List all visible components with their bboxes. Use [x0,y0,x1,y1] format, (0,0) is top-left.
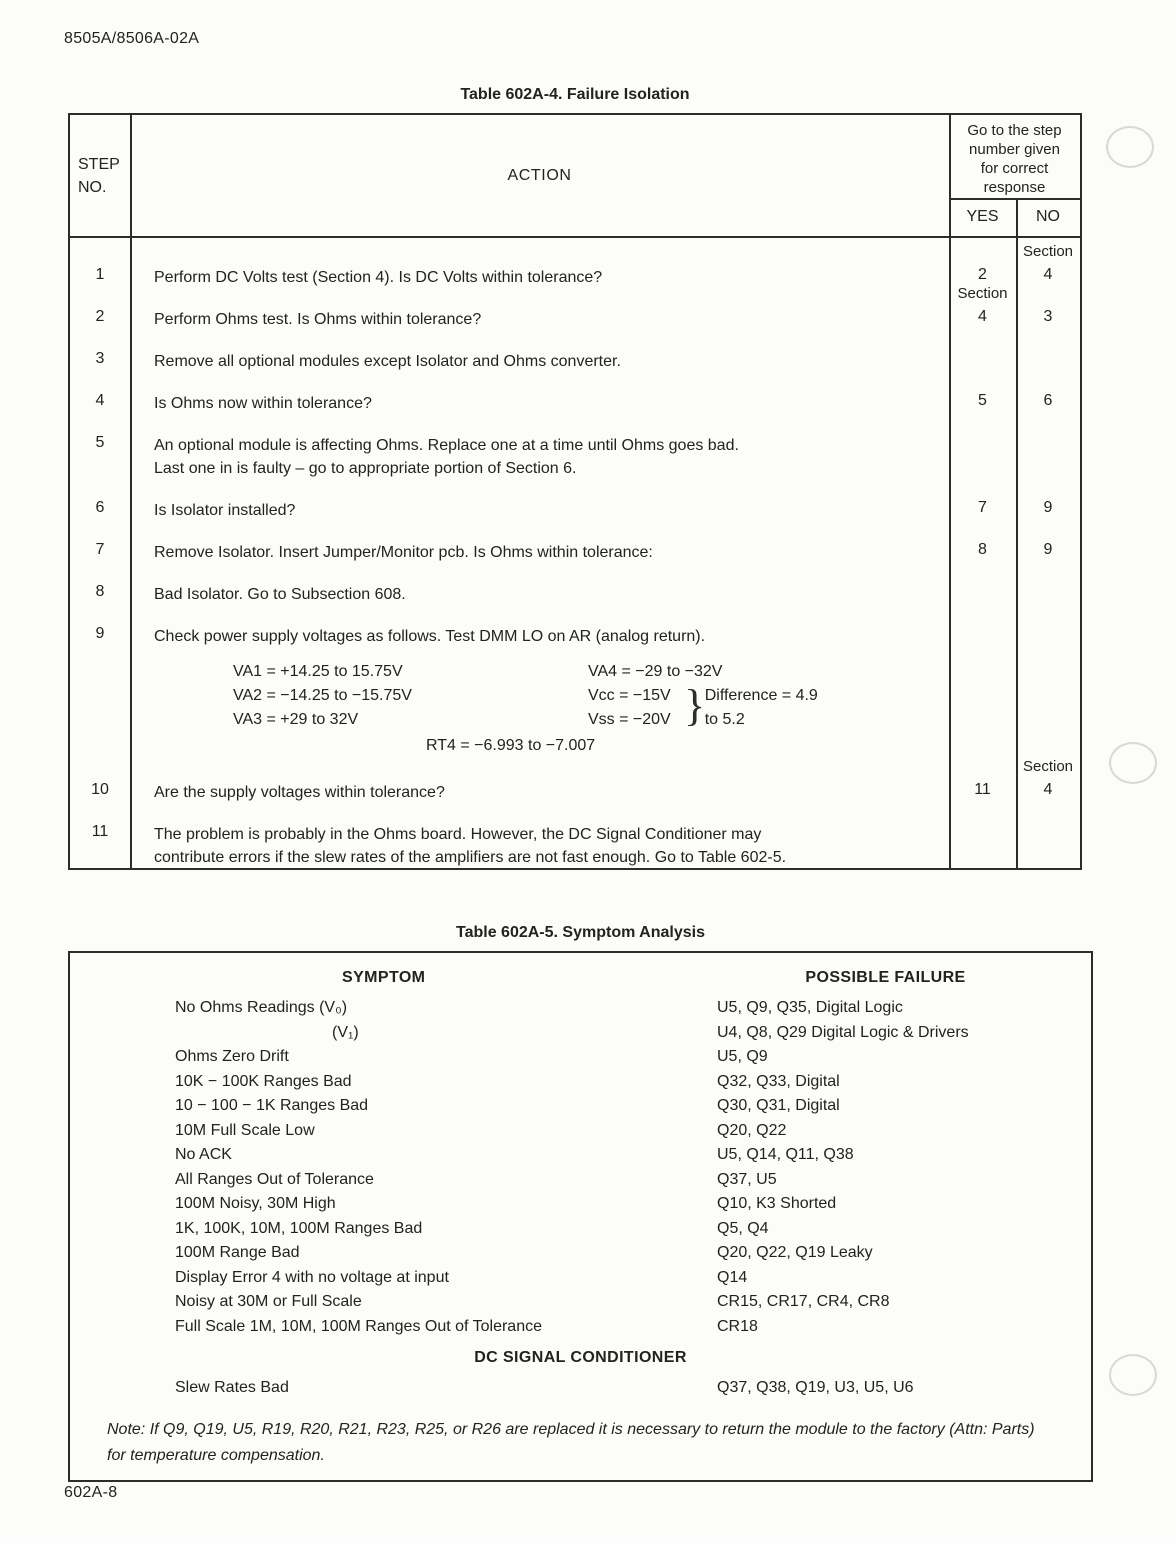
step-number: 11 [91,823,109,840]
column-header-symptom: SYMPTOM [342,969,426,986]
symptom-text: Slew Rates Bad [175,1379,289,1396]
failure-text: Q20, Q22, Q19 Leaky [717,1244,873,1261]
yes-cell [949,573,1016,615]
action-cell [130,615,949,771]
symptom-row [70,1192,1091,1217]
no-cell [1016,615,1080,771]
symptom-text: 100M Range Bad [175,1244,300,1261]
difference-note: to 5.2 [704,711,745,728]
failure-isolation-table-title: Table 602A-4. Failure Isolation [460,86,690,103]
symptom-row [70,1119,1091,1144]
action-text: Last one in is faulty – go to appropriate portion of Section 6. [154,460,577,477]
action-text: Is Isolator installed? [154,502,296,519]
document-number: 8505A/8506A-02A [64,30,200,47]
no-value: 4 [1043,266,1053,283]
failure-text: U5, Q9 [717,1048,768,1065]
no-cell [1016,531,1080,573]
symptom-text: No Ohms Readings (V₀) [175,999,348,1016]
yes-cell [949,424,1016,489]
failure-text: Q10, K3 Shorted [717,1195,837,1212]
voltage-line: VA2 = −14.25 to −15.75V [233,687,412,704]
yes-value: 11 [974,781,991,798]
no-cell [1016,382,1080,424]
failure-text: Q30, Q31, Digital [717,1097,840,1114]
symptom-text: Full Scale 1M, 10M, 100M Ranges Out of Tolerance [175,1317,542,1335]
step-number: 6 [95,499,105,516]
section-label: Section [1022,243,1074,260]
symptom-text: 10K − 100K Ranges Bad [175,1072,352,1090]
symptom-row [70,1376,1091,1401]
column-divider [130,115,132,868]
brace-glyph: } [684,681,706,730]
action-text: Is Ohms now within tolerance? [154,395,372,412]
yes-value: 5 [978,392,987,409]
no-cell [1016,340,1080,382]
punch-hole-mark [1109,742,1157,784]
symptom-row [70,1045,1091,1070]
symptom-analysis-table-title: Table 602A-5. Symptom Analysis [456,924,705,941]
action-cell [130,813,949,870]
step-number: 7 [95,541,105,558]
symptom-row [70,1290,1091,1315]
step-number: 9 [95,625,105,642]
symptom-row [70,1094,1091,1119]
failure-isolation-table [68,113,1082,870]
no-cell [1016,758,1080,813]
step-number: 4 [95,392,105,409]
symptom-text: (V₁) [332,1023,359,1041]
yes-cell [949,531,1016,573]
voltage-right-column [588,660,818,732]
symptom-analysis-table [68,951,1093,1482]
dc-signal-conditioner-subheader: DC SIGNAL CONDITIONER [474,1349,687,1366]
voltage-line: Vss = −20V to 5.2 [588,711,745,728]
difference-note: Difference = 4.9 [704,687,818,704]
action-text: An optional module is affecting Ohms. Replace one at a time until Ohms goes bad. [154,437,739,454]
yes-cell [949,382,1016,424]
no-value: 6 [1043,392,1053,409]
yes-value: 8 [978,541,987,558]
failure-text: U5, Q9, Q35, Digital Logic [717,999,903,1016]
yes-cell [949,340,1016,382]
symptom-row [70,1070,1091,1095]
step-number: 8 [95,583,105,600]
yes-cell [949,285,1016,340]
no-cell [1016,238,1080,298]
symptom-row [70,996,1091,1021]
symptom-text: 10M Full Scale Low [175,1121,315,1139]
action-cell [130,424,949,489]
symptom-rows [70,996,1091,1339]
symptom-text: No ACK [175,1146,232,1163]
symptom-row [70,1021,1091,1046]
failure-text: CR18 [717,1317,758,1335]
symptom-text: Noisy at 30M or Full Scale [175,1293,362,1310]
failure-text: Q20, Q22 [717,1121,787,1139]
failure-text: Q37, Q38, Q19, U3, U5, U6 [717,1379,914,1396]
symptom-text: Ohms Zero Drift [175,1048,289,1065]
step-number: 3 [95,350,105,367]
yes-cell [949,771,1016,813]
failure-text: Q37, U5 [717,1170,777,1188]
voltage-line: VA3 = +29 to 32V [233,711,359,728]
symptom-text: 100M Noisy, 30M High [175,1195,336,1212]
factory-return-note: Note: If Q9, Q19, U5, R19, R20, R21, R23, R25, or R26 are replaced it is necessary to return the module to the factory (Attn: Parts) for temperature compensation. [107,1420,1035,1464]
yes-value: 2 [978,266,987,283]
column-header-action: ACTION [130,115,949,238]
failure-text: CR15, CR17, CR4, CR8 [717,1293,890,1310]
step-number: 10 [91,781,109,798]
yes-cell [949,489,1016,531]
symptom-row [70,1315,1091,1340]
step-number: 1 [95,266,105,283]
symptom-text: Display Error 4 with no voltage at input [175,1268,449,1286]
symptom-row [70,1143,1091,1168]
no-value: 9 [1043,499,1053,516]
no-cell [1016,813,1080,870]
symptom-row [70,1241,1091,1266]
symptom-row [70,1266,1091,1291]
punch-hole-mark [1106,126,1154,168]
no-value: 3 [1043,308,1053,325]
page-number: 602A-8 [64,1484,118,1501]
no-cell [1016,489,1080,531]
voltage-left-column [233,660,588,732]
no-value: 4 [1043,781,1053,798]
step-number: 2 [95,308,105,325]
voltage-line: VA1 = +14.25 to 15.75V [233,663,403,680]
action-text: Perform DC Volts test (Section 4). Is DC Volts within tolerance? [154,269,603,286]
step-number: 5 [95,434,105,451]
symptom-row [70,1168,1091,1193]
column-header-yes: YES [949,200,1016,238]
yes-value: 4 [978,308,987,325]
voltage-line: RT4 = −6.993 to −7.007 [426,737,596,754]
symptom-text: 1K, 100K, 10M, 100M Ranges Bad [175,1219,423,1237]
failure-text: Q32, Q33, Digital [717,1072,840,1090]
yes-cell [949,813,1016,870]
action-text: Remove Isolator. Insert Jumper/Monitor pcb. Is Ohms within tolerance: [154,544,653,561]
action-text: Check power supply voltages as follows. Test DMM LO on AR (analog return). [154,628,706,645]
symptom-table-header [70,969,1091,987]
section-label: Section [1022,758,1074,775]
yes-cell [949,615,1016,771]
voltage-specs [233,660,939,758]
no-value: 9 [1043,541,1053,558]
punch-hole-mark [1109,1354,1157,1396]
voltage-line: VA4 = −29 to −32V [588,663,723,680]
column-header-possible-failure: POSSIBLE FAILURE [805,969,966,986]
column-header-step: STEP NO. [70,115,130,238]
section-label: Section [957,285,1008,302]
failure-text: U4, Q8, Q29 Digital Logic & Drivers [717,1023,969,1041]
failure-text: Q5, Q4 [717,1219,769,1237]
column-header-no: NO [1016,200,1080,238]
action-text: Remove all optional modules except Isolator and Ohms converter. [154,353,621,370]
action-text: Bad Isolator. Go to Subsection 608. [154,586,406,603]
failure-text: Q14 [717,1268,748,1286]
action-text: Perform Ohms test. Is Ohms within tolerance? [154,311,482,328]
action-text: contribute errors if the slew rates of the amplifiers are not fast enough. Go to Table 602-5. [154,849,787,866]
failure-text: U5, Q14, Q11, Q38 [717,1146,854,1163]
no-cell [1016,298,1080,340]
column-header-response: Go to the step number given for correct response [949,115,1080,200]
yes-value: 7 [978,499,987,516]
action-text: Are the supply voltages within tolerance? [154,784,445,801]
symptom-text: 10 − 100 − 1K Ranges Bad [175,1097,369,1114]
action-text: The problem is probably in the Ohms board. However, the DC Signal Conditioner may [154,826,762,843]
symptom-text: All Ranges Out of Tolerance [175,1170,374,1188]
voltage-line: Vcc = −15V Difference = 4.9 [588,687,818,704]
symptom-row [70,1217,1091,1242]
no-cell [1016,424,1080,489]
no-cell [1016,573,1080,615]
